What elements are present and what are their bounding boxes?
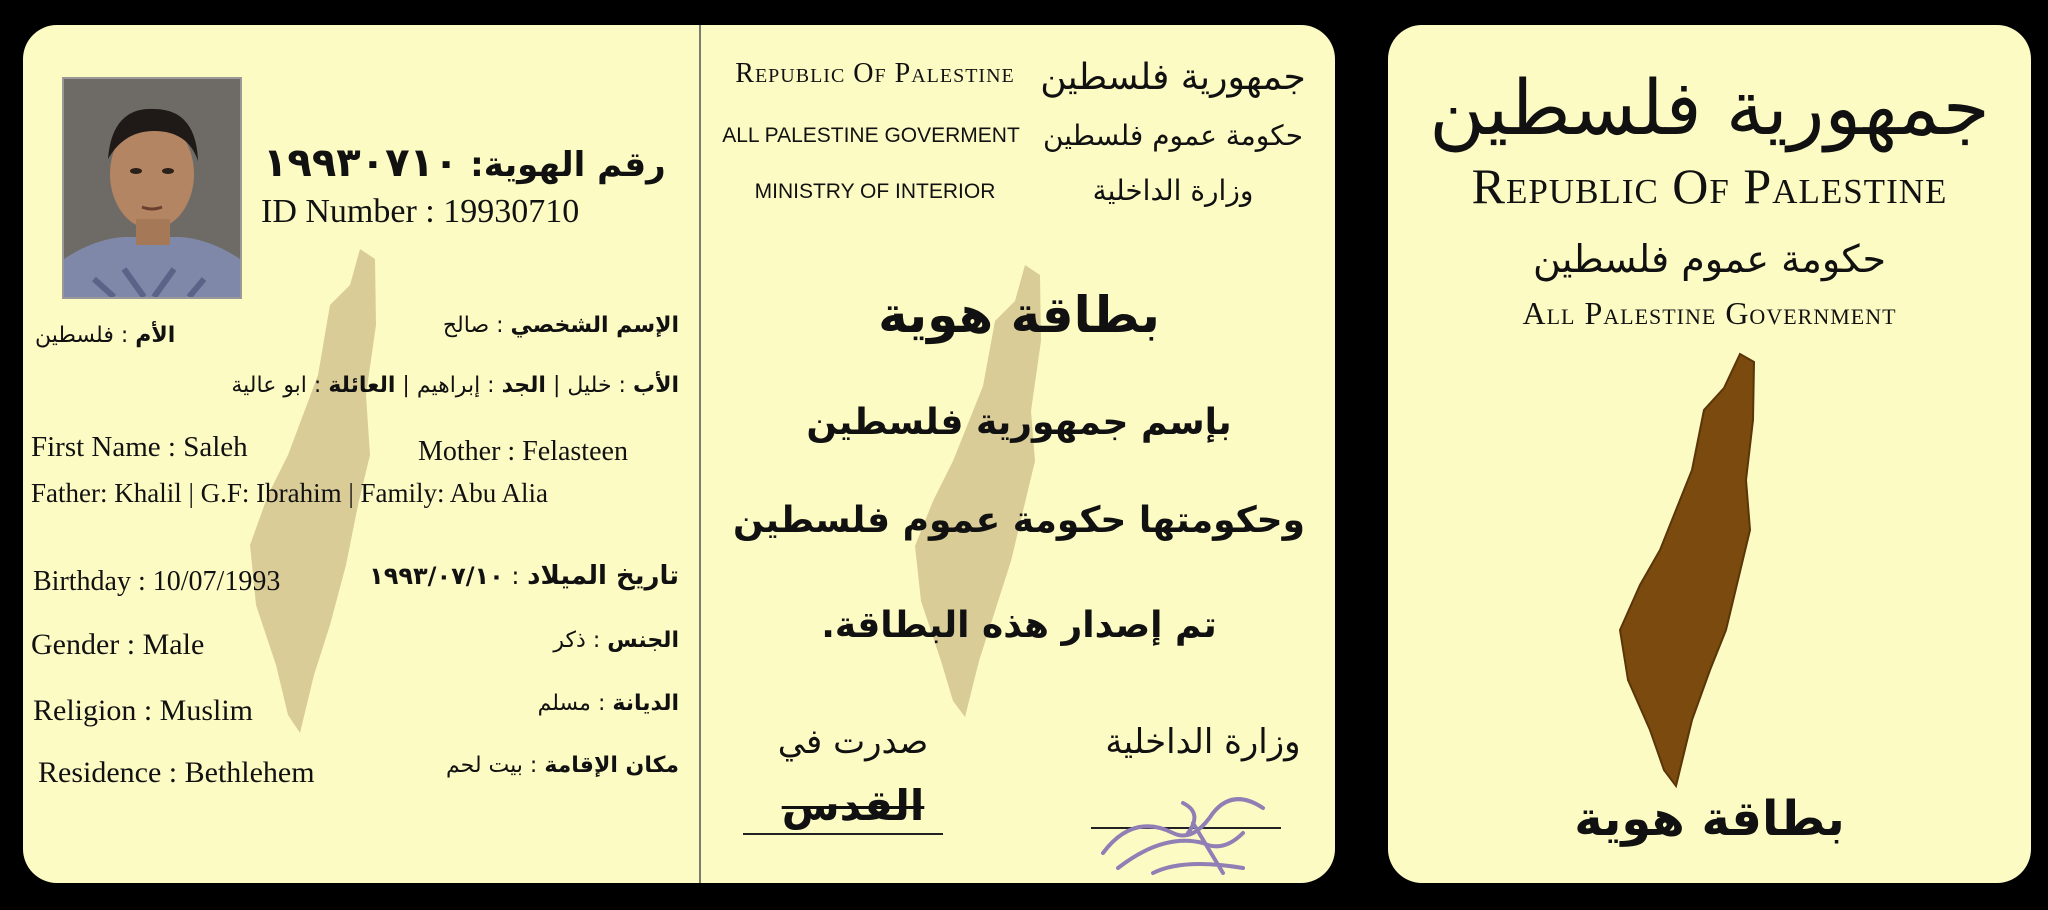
gender-english: Gender : Male [31,628,205,661]
cover-card-title: بطاقة هوية [1574,791,1845,847]
father-line-english: Father: Khalil | G.F: Ibrahim | Family: Abu Alia [31,478,549,508]
issued-in-value: القدس [781,781,925,830]
birthday-value: ١٩٩٣/٠٧/١٠ [369,562,504,590]
id-number-arabic: رقم الهوية: ١٩٩٣٠٧١٠ [263,140,666,186]
republic-arabic: جمهورية فلسطين [1040,57,1306,98]
religion-english: Religion : Muslim [33,694,254,727]
id-number-value: ١٩٩٣٠٧١٠ [263,140,459,186]
name-label: الإسم الشخصي [510,313,679,338]
lineage-arabic: الأب : خليل | الجد : إبراهيم | العائلة : ابو عالية [231,373,679,398]
mother-english: Mother : Felasteen [418,436,628,467]
residence-value: بيت لحم [446,753,523,778]
issued-in-label: صدرت في [777,722,929,762]
cover-government-arabic: حكومة عموم فلسطين [1532,237,1886,281]
ministry-english: MINISTRY OF INTERIOR [754,180,996,203]
grandfather-value: إبراهيم [416,373,481,398]
grandfather-label: الجد [501,373,546,398]
republic-english: Republic Of Palestine [735,58,1015,89]
birthday-label: تاريخ الميلاد [527,561,679,591]
signature-image [1093,773,1273,883]
issued-in-underline [743,833,943,835]
birthday-english: Birthday : 10/07/1993 [33,566,281,597]
cover-republic-english: Republic Of Palestine [1471,158,1948,214]
birthday-arabic: تاريخ الميلاد : ١٩٩٣/٠٧/١٠ [369,561,679,591]
gender-value: ذكر [553,628,586,653]
residence-label: مكان الإقامة [544,753,679,778]
religion-label: الديانة [612,691,679,716]
religion-arabic: الديانة : مسلم [537,691,679,716]
mother-arabic: الأم : فلسطين [35,323,176,348]
statement-line-3: تم إصدار هذه البطاقة. [821,605,1217,646]
name-arabic: الإسم الشخصي : صالح [442,313,679,338]
first-name-english: First Name : Saleh [31,431,248,463]
cover-government-english: All Palestine Government [1522,295,1897,331]
id-number-english: ID Number : 19930710 [261,193,580,230]
cover-republic-arabic: جمهورية فلسطين [1429,63,1990,152]
id-number-label: رقم الهوية [483,145,666,185]
government-arabic: حكومة عموم فلسطين [1042,119,1304,152]
photo [62,77,242,299]
family-value: ابو عالية [231,373,307,398]
statement-line-2: وحكومتها حكومة عموم فلسطين [732,500,1305,541]
residence-arabic: مكان الإقامة : بيت لحم [446,753,679,778]
religion-value: مسلم [537,691,591,716]
statement-line-1: بإسم جمهورية فلسطين [806,402,1232,443]
id-card-cover [1388,25,2031,883]
father-label: الأب [632,373,679,398]
gender-label: الجنس [607,628,679,653]
card-title-arabic: بطاقة هوية [878,286,1160,344]
palestine-map [1618,350,1758,790]
family-label: العائلة [328,373,396,398]
id-card-front [23,25,1335,883]
card-divider [699,25,701,883]
ministry-signature-label: وزارة الداخلية [1105,722,1301,762]
government-english: ALL PALESTINE GOVERMENT [722,124,1020,147]
mother-value: فلسطين [35,323,114,348]
residence-english: Residence : Bethlehem [38,756,315,789]
gender-arabic: الجنس : ذكر [553,628,679,653]
father-value: خليل [567,373,612,398]
mother-label: الأم [135,323,176,348]
name-value: صالح [442,313,490,338]
ministry-arabic: وزارة الداخلية [1092,174,1254,207]
